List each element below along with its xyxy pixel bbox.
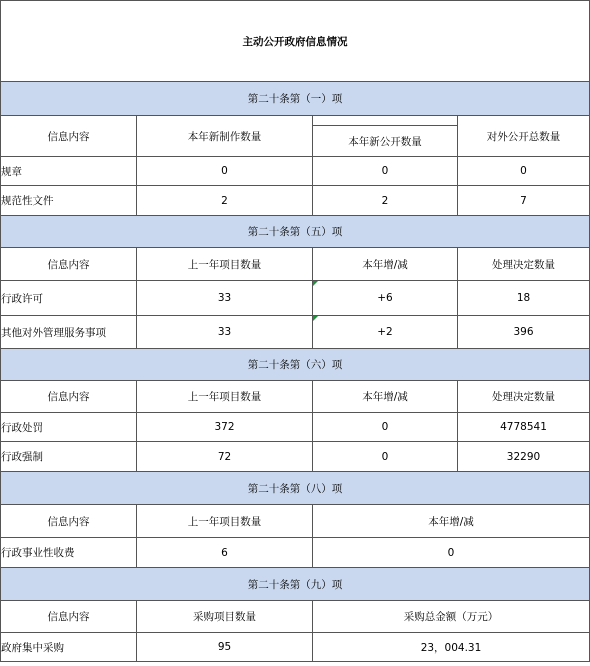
header-row [1, 248, 590, 281]
table-row [1, 186, 590, 216]
col-header-decisions: 处理决定数量 [458, 381, 590, 413]
col-header-amount: 采购总金额（万元） [313, 601, 590, 633]
cell-prev: 33 [137, 316, 313, 349]
cell-decisions: 4778541 [458, 413, 590, 442]
col-header-prev: 上一年项目数量 [137, 505, 313, 538]
cell-prev: 72 [137, 442, 313, 472]
cell-decisions: 32290 [458, 442, 590, 472]
row-label: 行政许可 [1, 281, 137, 316]
table-row [1, 281, 590, 316]
section-heading: 第二十条第（五）项 [1, 216, 590, 248]
section-heading: 第二十条第（一）项 [1, 82, 590, 116]
section-heading: 第二十条第（九）项 [1, 568, 590, 601]
page-title: 主动公开政府信息情况 [1, 1, 590, 82]
cell-count: 95 [137, 633, 313, 662]
table-row [1, 538, 590, 568]
section-row [1, 472, 590, 505]
col-header-prev: 上一年项目数量 [137, 381, 313, 413]
section-row [1, 82, 590, 116]
cell-change: +6 [313, 281, 458, 316]
row-label: 规范性文件 [1, 186, 137, 216]
section-row [1, 349, 590, 381]
cell-made: 0 [137, 157, 313, 186]
cell-published: 2 [313, 186, 458, 216]
section-heading: 第二十条第（六）项 [1, 349, 590, 381]
col-header-made: 本年新制作数量 [137, 116, 313, 157]
row-label: 规章 [1, 157, 137, 186]
col-header-change: 本年增/减 [313, 505, 590, 538]
cell-prev: 372 [137, 413, 313, 442]
cell-made: 2 [137, 186, 313, 216]
col-header-published: 本年新公开数量 [313, 126, 458, 157]
table-row [1, 157, 590, 186]
cell-decisions: 396 [458, 316, 590, 349]
row-label: 其他对外管理服务事项 [1, 316, 137, 349]
header-row [1, 601, 590, 633]
cell-change: 0 [313, 413, 458, 442]
section-row [1, 568, 590, 601]
section-heading: 第二十条第（八）项 [1, 472, 590, 505]
header-row [1, 381, 590, 413]
row-label: 行政事业性收费 [1, 538, 137, 568]
cell-decisions: 18 [458, 281, 590, 316]
section-row [1, 216, 590, 248]
col-header-item: 信息内容 [1, 381, 137, 413]
col-header-count: 采购项目数量 [137, 601, 313, 633]
cell-change: 0 [313, 442, 458, 472]
row-label: 行政强制 [1, 442, 137, 472]
cell-total: 7 [458, 186, 590, 216]
cell-prev: 33 [137, 281, 313, 316]
col-header-item: 信息内容 [1, 601, 137, 633]
col-header-change: 本年增/减 [313, 248, 458, 281]
cell-change: 0 [313, 538, 590, 568]
cell-prev: 6 [137, 538, 313, 568]
row-label: 政府集中采购 [1, 633, 137, 662]
table-row [1, 413, 590, 442]
table-row [1, 633, 590, 662]
col-header-item: 信息内容 [1, 116, 137, 157]
header-spacer-cell [313, 116, 458, 126]
col-header-decisions: 处理决定数量 [458, 248, 590, 281]
col-header-prev: 上一年项目数量 [137, 248, 313, 281]
title-row [1, 1, 590, 82]
header-row [1, 116, 590, 126]
table-row [1, 316, 590, 349]
col-header-item: 信息内容 [1, 505, 137, 538]
col-header-item: 信息内容 [1, 248, 137, 281]
cell-total: 0 [458, 157, 590, 186]
col-header-change: 本年增/减 [313, 381, 458, 413]
table-row [1, 442, 590, 472]
row-label: 行政处罚 [1, 413, 137, 442]
cell-change: +2 [313, 316, 458, 349]
header-row [1, 505, 590, 538]
cell-amount: 23，004.31 [313, 633, 590, 662]
cell-published: 0 [313, 157, 458, 186]
col-header-total: 对外公开总数量 [458, 116, 590, 157]
